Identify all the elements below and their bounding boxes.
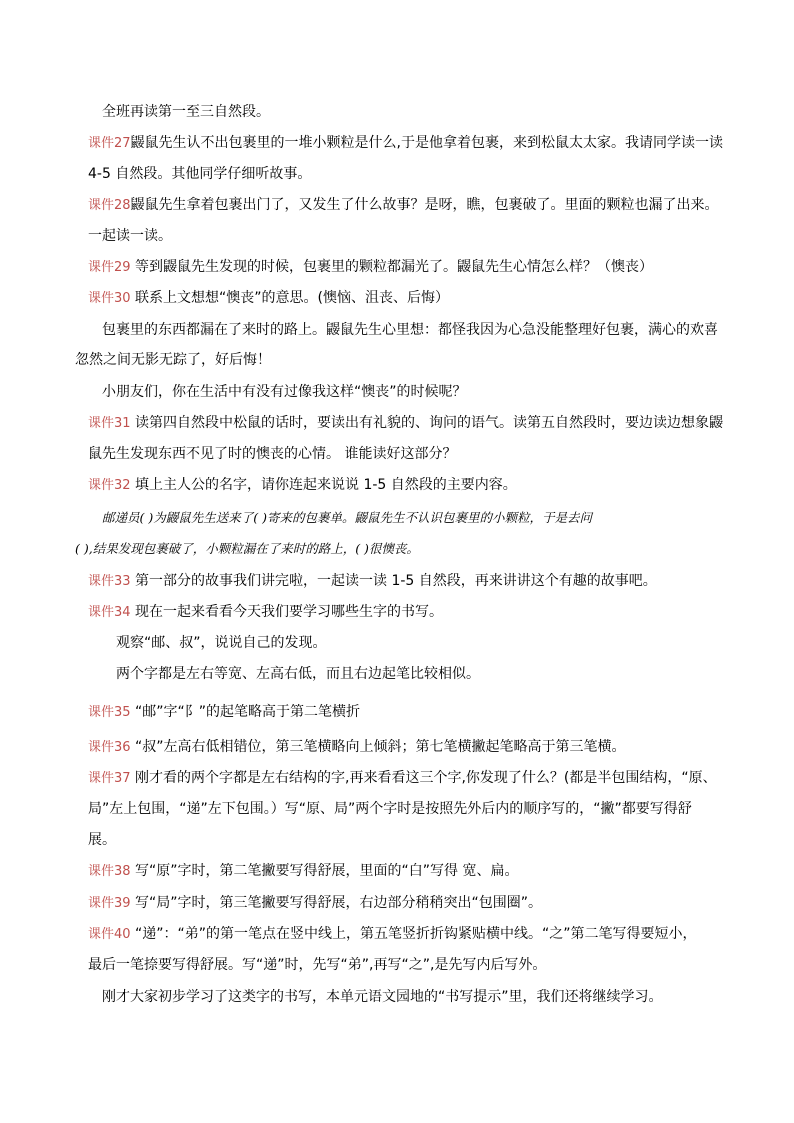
line-text: “递”：“弟”的第一笔点在竖中线上，第五笔竖折折钩紧贴横中线。“之”第二笔写得要短小， — [130, 926, 697, 942]
text-line — [88, 830, 116, 850]
text-line — [88, 195, 719, 216]
line-text: 两个字都是左右等宽、左高右低，而且右边起笔比较相似。 — [116, 666, 480, 682]
courseware-tag: 课件29 — [88, 260, 131, 275]
courseware-tag: 课件37 — [88, 771, 131, 786]
courseware-tag: 课件39 — [88, 896, 131, 911]
line-text: 邮递员( )为鼹鼠先生送来了( )寄来的包裹单。鼹鼠先生不认识包裹里的小颗粒，于是去问 — [102, 510, 592, 525]
line-text: 一起读一读。 — [88, 228, 172, 244]
courseware-tag: 课件36 — [88, 740, 131, 755]
courseware-tag: 课件34 — [88, 605, 131, 620]
line-text: 填上主人公的名字，请你连起来说说 1-5 自然段的主要内容。 — [130, 477, 517, 493]
text-line — [88, 133, 723, 154]
line-text: 鼠先生发现东西不见了时的懊丧的心情。 谁能读好这部分？ — [88, 446, 457, 462]
courseware-tag: 课件38 — [88, 864, 131, 879]
line-text: 写“原”字时，第二笔撇要写得舒展，里面的“白”写得 宽、扁。 — [130, 863, 519, 879]
text-line — [88, 737, 626, 758]
courseware-tag: 课件31 — [88, 416, 131, 431]
line-text: 全班再读第一至三自然段。 — [102, 104, 270, 120]
text-line — [88, 444, 456, 464]
text-line — [88, 288, 449, 309]
line-text: 忽然之间无影无踪了，好后悔！ — [75, 352, 271, 368]
courseware-tag: 课件35 — [88, 705, 131, 720]
text-line — [88, 571, 657, 592]
text-line — [88, 799, 692, 819]
line-text: 等到鼹鼠先生发现的时候，包裹里的颗粒都漏光了。鼹鼠先生心情怎么样？（懊丧） — [130, 259, 653, 275]
text-line — [88, 475, 517, 496]
courseware-tag: 课件40 — [88, 927, 131, 942]
line-text: “叔”左高右低相错位，第三笔横略向上倾斜；第七笔横撇起笔略高于第三笔横。 — [130, 739, 626, 755]
line-text: 现在一起来看看今天我们要学习哪些生字的书写。 — [130, 604, 443, 620]
line-text: 鼹鼠先生认不出包裹里的一堆小颗粒是什么,于是他拿着包裹，来到松鼠太太家。我请同学读一读 — [130, 135, 723, 151]
line-text: 联系上文想想“懊丧”的意思。(懊恼、沮丧、后悔） — [130, 290, 449, 306]
text-line — [116, 664, 480, 684]
text-line — [88, 955, 546, 975]
text-line — [88, 893, 542, 914]
line-text: 读第四自然段中松鼠的话时，要读出有礼貌的、询问的语气。读第五自然段时，要边读边想象鼹 — [130, 415, 723, 431]
text-line — [88, 257, 653, 278]
text-line — [88, 768, 717, 789]
courseware-tag: 课件28 — [88, 198, 131, 213]
text-line — [88, 602, 443, 623]
text-line — [88, 413, 723, 434]
text-line — [88, 861, 518, 882]
courseware-tag: 课件33 — [88, 574, 131, 589]
text-line — [88, 924, 697, 945]
text-line — [102, 382, 467, 402]
line-text: 局”左上包围，“递”左下包围。）写“原、局”两个字时是按照先外后内的顺序写的，“撇”都要写得舒 — [88, 801, 692, 817]
line-text: 包裹里的东西都漏在了来时的路上。鼹鼠先生心里想：都怪我因为心急没能整理好包裹，满心的欢喜 — [102, 322, 718, 338]
text-line — [102, 320, 718, 340]
fill-in-line — [75, 539, 419, 559]
line-text: 观察“邮、叔”，说说自己的发现。 — [116, 635, 327, 651]
line-text: 写“局”字时，第三笔撇要写得舒展，右边部分稍稍突出“包围圈”。 — [130, 895, 543, 911]
line-text: 第一部分的故事我们讲完啦，一起读一读 1-5 自然段，再来讲讲这个有趣的故事吧。 — [130, 573, 657, 589]
text-line — [88, 702, 360, 723]
text-line — [102, 102, 270, 122]
fill-in-line — [102, 508, 592, 528]
line-text: 鼹鼠先生拿着包裹出门了，又发生了什么故事？是呀，瞧，包裹破了。里面的颗粒也漏了出来。 — [130, 197, 719, 213]
text-line — [88, 164, 311, 184]
line-text: 最后一笔捺要写得舒展。写“递”时，先写“弟”,再写“之”,是先写内后写外。 — [88, 957, 547, 973]
text-line — [102, 987, 663, 1007]
text-line — [116, 633, 327, 653]
line-text: ( ),结果发现包裹破了，小颗粒漏在了来时的路上，( )很懊丧。 — [75, 541, 419, 556]
courseware-tag: 课件32 — [88, 478, 131, 493]
line-text: 刚才看的两个字都是左右结构的字,再来看看这三个字,你发现了什么？(都是半包围结构，“原、 — [130, 770, 717, 786]
line-text: 展。 — [88, 832, 116, 848]
courseware-tag: 课件27 — [88, 136, 131, 151]
text-line — [75, 350, 271, 370]
line-text: “邮”字“阝”的起笔略高于第二笔横折 — [130, 704, 361, 720]
line-text: 4-5 自然段。其他同学仔细听故事。 — [88, 166, 312, 182]
courseware-tag: 课件30 — [88, 291, 131, 306]
line-text: 刚才大家初步学习了这类字的书写，本单元语文园地的“书写提示”里，我们还将继续学习。 — [102, 989, 663, 1005]
line-text: 小朋友们，你在生活中有没有过像我这样“懊丧”的时候呢？ — [102, 384, 467, 400]
text-line — [88, 226, 172, 246]
